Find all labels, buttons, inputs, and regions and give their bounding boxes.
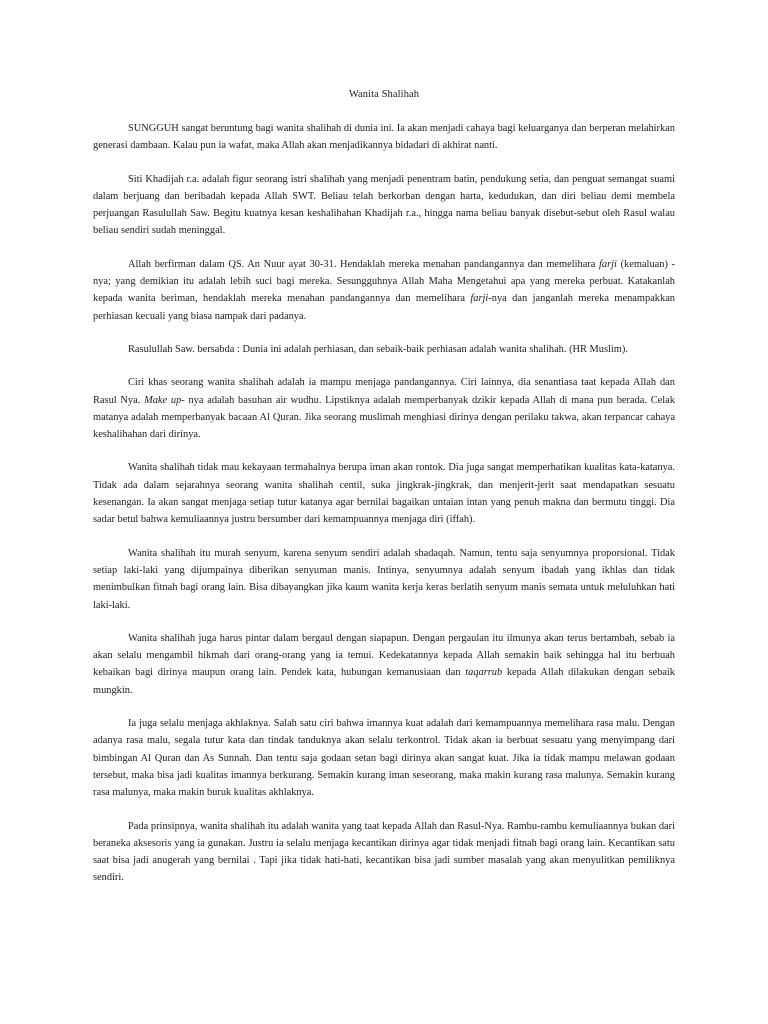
- paragraph-5: [93, 374, 675, 443]
- paragraph-3-text-c: (kemaluan) - nya; yang demikian itu adalah lebih suci bagi mereka. Sesungguhnya Allah Maha Mengetahui apa yang mereka perbuat. Katakanlah kepada wanita beriman, hendaklah mereka menahan pandangannya dan memelihara: [93, 258, 676, 305]
- paragraph-2: Siti Khadijah r.a. adalah figur seorang istri shalihah yang menjadi penentram batin, pendukung setia, dan penguat semangat suami dalam berjuang dan beribadah kepada Allah SWT. Beliau telah berkorban dengan harta, kedudukan, dan diri beliau demi membela perjuangan Rasulullah Saw. Begitu kuatnya kesan keshalihahan Khadijah r.a., hingga nama beliau banyak disebut-sebut oleh Rasul walau beliau sendiri sudah meninggal.: [93, 173, 675, 237]
- paragraph-7: Wanita shalihah itu murah senyum, karena senyum sendiri adalah shadaqah. Namun, tentu saja senyumnya proporsional. Tidak setiap laki-laki yang dijumpainya diberikan senyuman manis. Intinya, senyumnya adalah senyum ibadah yang ikhlas dan tidak menimbulkan fitnah bagi orang lain. Bisa dibayangkan jika kaum wanita kerja keras berlatih senyum manis semata untuk meluluhkan hati laki-laki.: [93, 547, 675, 611]
- paragraph-3: [93, 256, 675, 325]
- paragraph-1: SUNGGUH sangat beruntung bagi wanita shalihah di dunia ini. Ia akan menjadi cahaya bagi keluarganya dan berperan melahirkan generasi dambaan. Kalau pun ia wafat, maka Allah akan menjadikannya bidadari di akhirat nanti.: [93, 123, 675, 152]
- paragraph-6: Wanita shalihah tidak mau kekayaan termahalnya berupa iman akan rontok. Dia juga sangat memperhatikan kualitas kata-katanya. Tidak ada dalam sejarahnya seorang wanita shalihah centil, suka jingkrak-jingkrak, dan menjerit-jerit saat mendapatkan sesuatu kesenangan. Ia akan sangat menjaga setiap tutur katanya agar bernilai bagaikan untaian intan yang penuh makna dan bermutu tinggi. Dia sadar betul bahwa kemuliaannya justru bersumber dari kemampuannya menjaga diri (iffah).: [93, 462, 675, 526]
- paragraph-9: Ia juga selalu menjaga akhlaknya. Salah satu ciri bahwa imannya kuat adalah dari kemampuannya memelihara rasa malu. Dengan adanya rasa malu, segala tutur kata dan tindak tanduknya akan selalu terkontrol. Tidak akan ia berbuat sesuatu yang menyimpang dari bimbingan Al Quran dan As Sunnah. Dan tentu saja godaan setan bagi dirinya akan sangat kuat. Jika ia tidak mampu melawan godaan tersebut, maka bisa jadi kualitas imannya berkurang. Semakin kurang iman seseorang, maka makin kurang rasa malunya. Semakin kurang rasa malunya, maka makin buruk kualitas akhlaknya.: [93, 718, 675, 799]
- paragraph-3-text-a: Allah berfirman dalam QS. An Nuur ayat 30-31. Hendaklah mereka menahan pandangannya dan memelihara: [128, 258, 600, 270]
- paragraph-10: Pada prinsipnya, wanita shalihah itu adalah wanita yang taat kepada Allah dan Rasul-Nya. Rambu-rambu kemuliaannya bukan dari beraneka aksesoris yang ia gunakan. Justru ia selalu menjaga kecantikan dirinya agar tidak menjadi fitnah bagi orang lain. Kecantikan satu saat bisa jadi anugerah yang bernilai . Tapi jika tidak hati-hati, kecantikan bisa jadi sumber masalah yang akan menyulitkan pemiliknya sendiri.: [93, 820, 675, 884]
- paragraph-5-text-c: - nya adalah basuhan air wudhu. Lipstiknya adalah memperbanyak dzikir kepada Allah di mana pun berada. Celak matanya adalah memperbanyak bacaan Al Quran. Jika seorang muslimah menghiasi dirinya dengan perilaku takwa, akan terpancar cahaya keshalihahan dari dirinya.: [93, 394, 675, 441]
- document-title: Wanita Shalihah: [348, 89, 420, 100]
- document-body: [93, 120, 675, 903]
- paragraph-3-italic-farji: farji: [599, 258, 617, 270]
- paragraph-8: [93, 630, 675, 699]
- paragraph-4: Rasulullah Saw. bersabda : Dunia ini adalah perhiasan, dan sebaik-baik perhiasan adalah wanita shalihah. (HR Muslim).: [128, 343, 628, 355]
- paragraph-8-text-c: kepada Allah dilakukan dengan sebaik mungkin.: [93, 667, 675, 696]
- paragraph-3-text-e: -nya dan janganlah mereka menampakkan perhiasan kecuali yang biasa nampak dari padanya.: [93, 293, 675, 322]
- paragraph-8-italic-taqarrub: taqarrub: [465, 667, 503, 679]
- paragraph-5-italic-makeup: Make up: [144, 394, 182, 406]
- paragraph-5-text-a: Ciri khas seorang wanita shalihah adalah ia mampu menjaga pandangannya. Ciri lainnya, dia senantiasa taat kepada Allah dan Rasul Nya.: [93, 377, 675, 406]
- paragraph-8-text-a: Wanita shalihah juga harus pintar dalam bergaul dengan siapapun. Dengan pergaulan itu ilmunya akan terus bertambah, sebab ia akan selalu mengambil hikmah dari orang-orang yang ia temui. Kedekatannya kepada Allah semakin baik sehingga hal itu berbuah kebaikan bagi dirinya maupun orang lain. Pendek kata, hubungan kemanusiaan dan: [93, 632, 675, 679]
- paragraph-3-italic-farji-2: farji: [470, 293, 489, 305]
